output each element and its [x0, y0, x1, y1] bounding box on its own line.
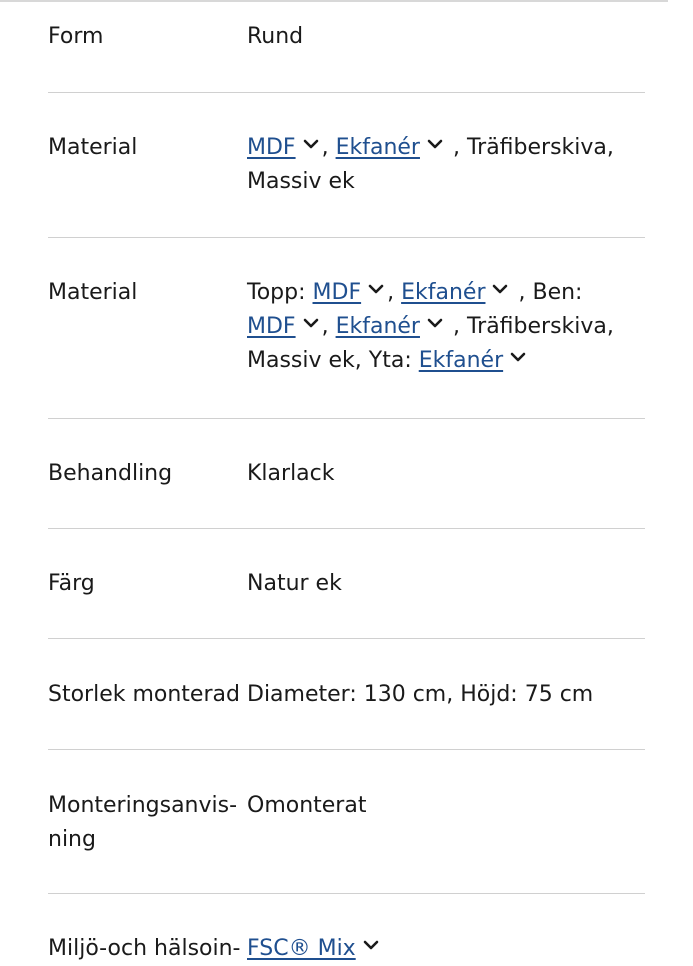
divider: [48, 92, 645, 93]
comma-separator: ,: [321, 314, 329, 339]
spec-label: Material: [48, 135, 138, 160]
ben-label: , Ben:: [518, 280, 583, 305]
material-text-line2: Massiv ek: [247, 169, 355, 194]
divider: [48, 749, 645, 750]
spec-label: Form: [48, 24, 104, 49]
spec-value: Diameter: 130 cm, Höjd: 75 cm: [247, 682, 594, 707]
chevron-down-icon[interactable]: [360, 937, 382, 953]
comma-separator: ,: [387, 280, 395, 305]
spec-label: [48, 789, 244, 857]
material-text: , Träfiberskiva,: [452, 314, 614, 339]
spec-value: Rund: [247, 24, 304, 49]
yta-link-ekfaner[interactable]: Ekfanér: [418, 348, 504, 373]
spec-label: Miljö-och hälsoin-: [48, 936, 241, 961]
spec-value: [247, 131, 645, 199]
divider: [48, 237, 645, 238]
topp-label: Topp:: [247, 280, 306, 305]
ben-link-mdf[interactable]: MDF: [247, 314, 296, 339]
chevron-down-icon[interactable]: [424, 136, 446, 152]
material-link-mdf[interactable]: MDF: [247, 135, 296, 160]
top-divider: [0, 0, 668, 2]
fsc-mix-link[interactable]: FSC® Mix: [247, 936, 356, 961]
ben-link-ekfaner[interactable]: Ekfanér: [335, 314, 420, 339]
topp-link-mdf[interactable]: MDF: [312, 280, 362, 305]
material-text: , Träfiberskiva,: [452, 135, 614, 160]
chevron-down-icon[interactable]: [300, 315, 322, 331]
spec-label: Material: [48, 280, 138, 305]
spec-label: Storlek monterad: [48, 682, 240, 707]
spec-value: [247, 276, 645, 378]
spec-label-line1: Monteringsanvis-: [48, 793, 238, 818]
chevron-down-icon[interactable]: [424, 315, 446, 331]
spec-value: Omonterat: [247, 793, 367, 818]
material-link-ekfaner[interactable]: Ekfanér: [335, 135, 420, 160]
spec-label-line2: ning: [48, 827, 96, 852]
divider: [48, 893, 645, 894]
spec-value: [247, 932, 645, 966]
spec-value: Klarlack: [247, 461, 335, 486]
spec-label: Färg: [48, 571, 95, 596]
topp-link-ekfaner[interactable]: Ekfanér: [401, 280, 486, 305]
chevron-down-icon[interactable]: [300, 136, 322, 152]
divider: [48, 528, 645, 529]
spec-label: Behandling: [48, 461, 173, 486]
divider: [48, 638, 645, 639]
divider: [48, 418, 645, 419]
chevron-down-icon[interactable]: [507, 349, 529, 365]
chevron-down-icon[interactable]: [365, 281, 387, 297]
spec-value: Natur ek: [247, 571, 342, 596]
comma-separator: ,: [321, 135, 329, 160]
massiv-yta-label: Massiv ek, Yta:: [247, 348, 412, 373]
chevron-down-icon[interactable]: [489, 281, 511, 297]
